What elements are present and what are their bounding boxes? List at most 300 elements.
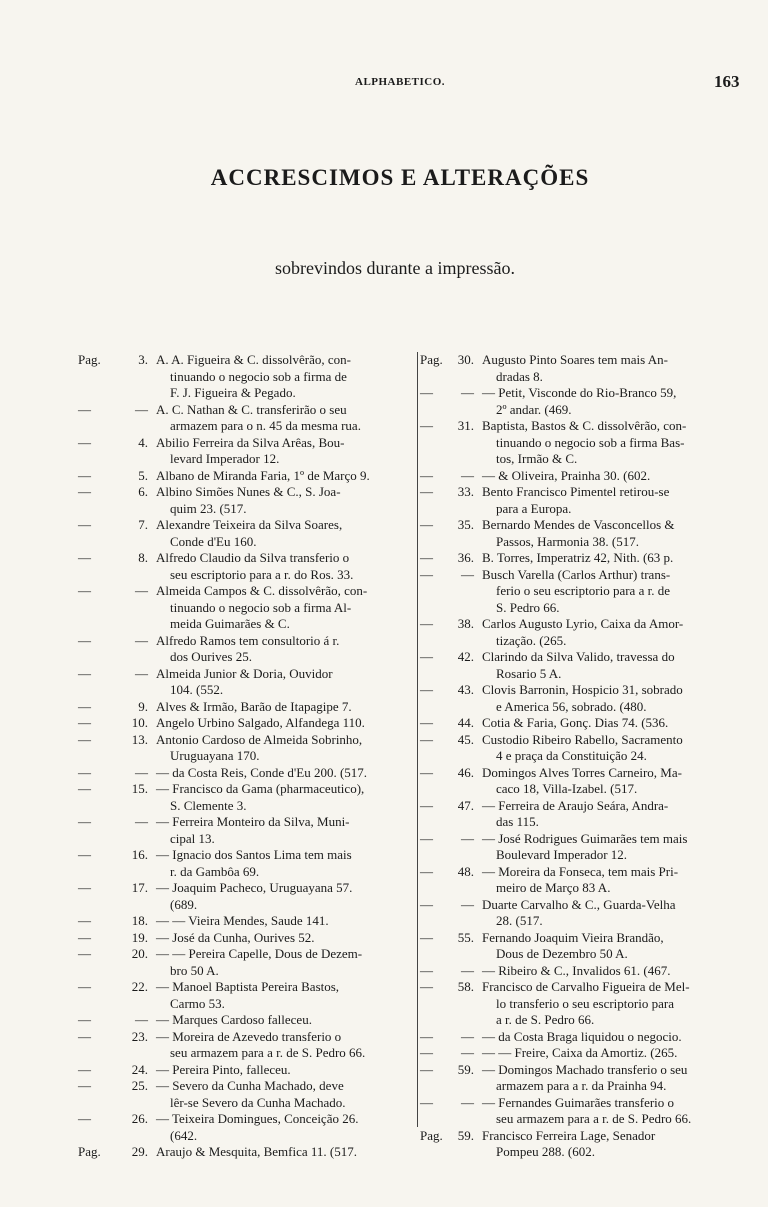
entry-line: — Marques Cardoso falleceu.	[156, 1012, 312, 1027]
entry-page-number: 43.	[457, 682, 474, 697]
entry-line: Alfredo Ramos tem consultorio á r.	[156, 632, 340, 648]
entry-text	[482, 352, 742, 385]
entry	[420, 649, 742, 682]
entry-text	[482, 1045, 742, 1062]
entry	[78, 913, 416, 930]
entry-line: Uruguayana 170.	[170, 748, 260, 763]
entry-page-label: —	[420, 566, 433, 582]
entry-line: Angelo Urbino Salgado, Alfandega 110.	[156, 715, 365, 730]
entry-page-number: 47.	[457, 797, 474, 813]
entry-line: 2º andar. (469.	[496, 401, 572, 417]
entry-page-number: 38.	[457, 616, 474, 631]
entry-text	[482, 963, 742, 980]
entry-text	[156, 435, 416, 468]
entry-page-label: —	[420, 731, 433, 747]
entry-line: Clovis Barronin, Hospicio 31, sobrado	[482, 682, 683, 697]
entry-page-label: —	[420, 797, 433, 813]
entry-page-number: 36.	[457, 550, 474, 565]
entry	[78, 847, 416, 880]
entry-page-number: 23.	[131, 1028, 148, 1044]
entry-text	[156, 946, 416, 979]
entry-text	[482, 385, 742, 418]
entry-page-label: —	[420, 616, 433, 631]
entry-line: para a Europa.	[496, 500, 572, 516]
entry-page-number: 15.	[131, 781, 148, 796]
entry-line: 28. (517.	[496, 913, 543, 928]
entry-line: dos Ourives 25.	[170, 649, 252, 664]
entry-text	[156, 814, 416, 847]
page-header	[0, 72, 768, 100]
entry-text	[156, 402, 416, 435]
entry	[78, 435, 416, 468]
entry-page-number: 20.	[131, 946, 148, 961]
entry-page-label: —	[420, 830, 433, 846]
entry-line: — & Oliveira, Prainha 30. (602.	[482, 467, 651, 483]
entry	[78, 715, 416, 732]
entry-page-label: —	[78, 665, 91, 681]
entry-page-label: —	[78, 434, 91, 450]
entry-line: (642.	[170, 1127, 198, 1143]
entry	[78, 583, 416, 633]
entry	[420, 979, 742, 1029]
entry-page-label: —	[78, 764, 91, 780]
entry-line: Almeida Campos & C. dissolvêrão, con-	[156, 583, 368, 598]
entry-page-label: Pag.	[420, 1127, 443, 1143]
entry-line: F. J. Figueira & Pegado.	[170, 385, 296, 400]
entry-page-label: —	[78, 583, 91, 598]
entry-page-label: —	[420, 517, 433, 532]
entry-line: — Severo da Cunha Machado, deve	[156, 1078, 344, 1093]
entry-page-number: —	[135, 665, 148, 681]
entry-line: Clarindo da Silva Valido, travessa do	[482, 649, 675, 664]
entry-line: Francisco de Carvalho Figueira de Mel-	[482, 979, 690, 994]
entry-line: Carlos Augusto Lyrio, Caixa da Amor-	[482, 616, 684, 631]
entry-page-number: 5.	[138, 467, 148, 483]
entry-text	[156, 732, 416, 765]
entry-line: cipal 13.	[170, 830, 215, 846]
entry-line: levard Imperador 12.	[170, 451, 280, 466]
entry-text	[482, 979, 742, 1029]
entry-line: Araujo & Mesquita, Bemfica 11. (517.	[156, 1144, 357, 1159]
entry-line: tinuando o negocio sob a firma Bas-	[496, 434, 685, 450]
entry-text	[156, 880, 416, 913]
entry-page-number: 13.	[131, 731, 148, 747]
entry-page-number: —	[135, 401, 148, 417]
entry-page-number: 18.	[131, 913, 148, 928]
entry-page-label: —	[420, 896, 433, 912]
entry-line: Conde d'Eu 160.	[170, 533, 257, 549]
entry-line: — Domingos Machado transferio o seu	[482, 1061, 688, 1077]
entry-page-label: —	[78, 731, 91, 747]
entry-page-label: —	[78, 880, 91, 895]
entry	[78, 930, 416, 947]
entry-line: Bento Francisco Pimentel retirou-se	[482, 484, 670, 499]
entry-page-number: 46.	[457, 764, 474, 780]
entry-text	[156, 1012, 416, 1029]
entry-text	[482, 550, 742, 567]
entry-page-label: Pag.	[78, 352, 101, 367]
page-number: 163	[714, 72, 740, 91]
entry-line: Albino Simões Nunes & C., S. Joa-	[156, 484, 341, 499]
entry-page-label: Pag.	[420, 352, 443, 367]
entry-page-label: —	[78, 467, 91, 483]
entry-page-number: 45.	[457, 731, 474, 747]
entry-page-label: Pag.	[78, 1144, 101, 1159]
entry-page-label: —	[78, 814, 91, 829]
entry-line: — Joaquim Pacheco, Uruguayana 57.	[156, 880, 353, 895]
entry-line: a r. de S. Pedro 66.	[496, 1012, 595, 1027]
entry-line: — Ribeiro & C., Invalidos 61. (467.	[482, 962, 671, 978]
entry-line: meida Guimarães & C.	[170, 616, 290, 631]
entry-page-number: 59.	[457, 1061, 474, 1077]
entry-page-number: 9.	[138, 698, 148, 714]
entry-page-label: —	[78, 1028, 91, 1044]
entry-line: Dous de Dezembro 50 A.	[496, 946, 628, 961]
entry	[420, 963, 742, 980]
entry-page-label: —	[78, 1061, 91, 1077]
entry	[420, 1062, 742, 1095]
entry-page-label: —	[78, 929, 91, 945]
entry-page-label: —	[78, 550, 91, 565]
entry-line: das 115.	[496, 814, 539, 829]
entry-page-label: —	[420, 385, 433, 400]
entry-text	[156, 699, 416, 716]
entry-page-number: 19.	[131, 929, 148, 945]
entry	[78, 1078, 416, 1111]
entry-page-label: —	[78, 1078, 91, 1093]
entry-line: Francisco Ferreira Lage, Senador	[482, 1127, 656, 1143]
entry-page-label: —	[420, 649, 433, 664]
entry-line: seu armazem para a r. de S. Pedro 66.	[496, 1111, 692, 1126]
entry	[420, 468, 742, 485]
entry-text	[482, 1029, 742, 1046]
entry-page-label: —	[420, 550, 433, 565]
entry-page-label: —	[420, 484, 433, 499]
entry-line: Bernardo Mendes de Vasconcellos &	[482, 517, 675, 532]
entry-page-label: —	[78, 632, 91, 648]
entry-text	[156, 352, 416, 402]
entry-text	[482, 567, 742, 617]
entry-page-number: 33.	[457, 484, 474, 499]
entry-page-number: 10.	[131, 715, 148, 730]
entry-page-label: —	[78, 781, 91, 796]
entry-line: B. Torres, Imperatriz 42, Nith. (63 p.	[482, 550, 674, 565]
entry-page-number: 30.	[457, 352, 474, 367]
entry	[420, 1045, 742, 1062]
entry-line: dradas 8.	[496, 368, 543, 384]
entry-line: Passos, Harmonia 38. (517.	[496, 533, 639, 549]
entry-line: tinuando o negocio sob a firma de	[170, 368, 347, 384]
entry-text	[156, 781, 416, 814]
entry-page-label: —	[420, 929, 433, 945]
entry-text	[156, 517, 416, 550]
entry	[78, 1029, 416, 1062]
entry-line: Alves & Irmão, Barão de Itapagipe 7.	[156, 698, 352, 714]
entry-line: meiro de Março 83 A.	[496, 880, 611, 895]
left-column	[78, 352, 416, 1159]
entry	[78, 781, 416, 814]
entry-line: — Manoel Baptista Pereira Bastos,	[156, 979, 340, 994]
entry-line: 104. (552.	[170, 682, 224, 697]
entry	[78, 946, 416, 979]
entry	[420, 517, 742, 550]
entry-text	[482, 732, 742, 765]
entry-text	[482, 765, 742, 798]
entry	[420, 616, 742, 649]
entry-page-label: —	[78, 1111, 91, 1126]
entry-line: armazem para o n. 45 da mesma rua.	[170, 418, 361, 433]
entry-page-number: —	[135, 583, 148, 598]
entry-page-number: 42.	[457, 649, 474, 664]
entry	[420, 567, 742, 617]
entry-line: Antonio Cardoso de Almeida Sobrinho,	[156, 731, 363, 747]
entry	[78, 517, 416, 550]
entry-line: seu armazem para a r. de S. Pedro 66.	[170, 1045, 366, 1060]
entry-line: — — Pereira Capelle, Dous de Dezem-	[156, 946, 363, 961]
entry-page-label: —	[78, 401, 91, 417]
entry	[78, 880, 416, 913]
entry	[78, 484, 416, 517]
entry-page-number: —	[135, 632, 148, 648]
entry-page-number: —	[461, 1028, 474, 1044]
entry-page-number: —	[135, 764, 148, 780]
entry-page-number: 26.	[131, 1111, 148, 1126]
entry	[420, 682, 742, 715]
entry-page-number: —	[461, 385, 474, 400]
entry-line: Cotia & Faria, Gonç. Dias 74. (536.	[482, 715, 669, 730]
entry-line: Alexandre Teixeira da Silva Soares,	[156, 517, 343, 532]
entry-page-label: —	[78, 979, 91, 994]
section-subtitle: sobrevindos durante a impressão.	[275, 258, 515, 278]
entry-page-number: 4.	[138, 434, 148, 450]
entry-page-number: 44.	[457, 715, 474, 730]
entry-line: — Pereira Pinto, falleceu.	[156, 1061, 291, 1077]
entry-text	[156, 1078, 416, 1111]
entry-text	[156, 1029, 416, 1062]
entry-page-number: 22.	[131, 979, 148, 994]
entry-text	[156, 583, 416, 633]
entry	[78, 666, 416, 699]
entry-page-label: —	[420, 979, 433, 994]
entry-text	[482, 897, 742, 930]
entry-page-label: —	[78, 698, 91, 714]
entry-line: seu escriptorio para a r. do Ros. 33.	[170, 566, 354, 582]
entry-page-label: —	[420, 682, 433, 697]
entry-page-number: —	[461, 467, 474, 483]
entry	[420, 352, 742, 385]
entry-line: — José da Cunha, Ourives 52.	[156, 929, 315, 945]
entry-page-number: 3.	[138, 352, 148, 367]
entry-text	[482, 1128, 742, 1161]
entry-line: Rosario 5 A.	[496, 665, 562, 681]
entry-text	[156, 484, 416, 517]
entry-line: Boulevard Imperador 12.	[496, 847, 628, 862]
entry-line: — Ferreira de Araujo Seára, Andra-	[482, 797, 669, 813]
entry	[420, 385, 742, 418]
entry-page-label: —	[420, 764, 433, 780]
entry	[78, 979, 416, 1012]
entry-line: — da Costa Reis, Conde d'Eu 200. (517.	[156, 764, 368, 780]
entry-line: lo transferio o seu escriptorio para	[496, 995, 674, 1011]
entry-page-number: —	[461, 566, 474, 582]
entry-text	[156, 930, 416, 947]
entry-line: S. Clemente 3.	[170, 797, 247, 813]
entry-line: Domingos Alves Torres Carneiro, Ma-	[482, 764, 682, 780]
entry	[78, 468, 416, 485]
entry-line: Almeida Junior & Doria, Ouvidor	[156, 665, 333, 681]
entry-line: Albano de Miranda Faria, 1º de Março 9.	[156, 467, 370, 483]
entry	[420, 798, 742, 831]
entry	[78, 1012, 416, 1029]
entry-text	[156, 765, 416, 782]
entry-line: Abilio Ferreira da Silva Arêas, Bou-	[156, 434, 345, 450]
entry-line: Carmo 53.	[170, 995, 225, 1011]
entry-page-label: —	[420, 1045, 433, 1060]
entry	[420, 732, 742, 765]
entry-text	[156, 1144, 416, 1161]
entry	[420, 831, 742, 864]
entry-line: — Ignacio dos Santos Lima tem mais	[156, 847, 352, 862]
entry	[78, 633, 416, 666]
entry-line: — Ferreira Monteiro da Silva, Muni-	[156, 814, 350, 829]
entry-text	[482, 831, 742, 864]
entry-page-number: 17.	[131, 880, 148, 895]
entry-page-number: 35.	[457, 517, 474, 532]
entry-page-number: 29.	[131, 1144, 148, 1159]
entry-line: — Moreira de Azevedo transferio o	[156, 1028, 342, 1044]
entry-page-number: —	[135, 814, 148, 829]
entry-page-label: —	[78, 913, 91, 928]
section-title: ACCRESCIMOS E ALTERAÇÕES	[210, 165, 590, 190]
entry-line: — Petit, Visconde do Rio-Branco 59,	[482, 385, 677, 400]
running-title: ALPHABETICO.	[355, 76, 446, 88]
entry-page-label: —	[420, 1061, 433, 1077]
right-column	[420, 352, 742, 1159]
entry-line: lêr-se Severo da Cunha Machado.	[170, 1094, 346, 1110]
entry-line: — Francisco da Gama (pharmaceutico),	[156, 781, 365, 796]
entry-line: Busch Varella (Carlos Arthur) trans-	[482, 566, 671, 582]
entry-line: tinuando o negocio sob a firma Al-	[170, 599, 352, 615]
entry-text	[156, 1111, 416, 1144]
entry-text	[156, 715, 416, 732]
entry-text	[156, 913, 416, 930]
entry-page-number: —	[461, 962, 474, 978]
entry-line: Augusto Pinto Soares tem mais An-	[482, 352, 668, 367]
entry	[78, 550, 416, 583]
entry-page-number: —	[461, 1094, 474, 1110]
entry	[420, 715, 742, 732]
entry	[420, 1095, 742, 1128]
entry-line: — Fernandes Guimarães transferio o	[482, 1094, 675, 1110]
entry-line: armazem para a r. da Prainha 94.	[496, 1078, 667, 1093]
entry-line: (689.	[170, 896, 198, 912]
entry-page-label: —	[78, 946, 91, 961]
entry-text	[156, 847, 416, 880]
entry-line: A. C. Nathan & C. transferirão o seu	[156, 401, 347, 417]
entry-text	[156, 1062, 416, 1079]
entry-line: caco 18, Villa-Izabel. (517.	[496, 781, 638, 796]
entry-page-label: —	[78, 847, 91, 862]
entry	[78, 732, 416, 765]
entry	[78, 699, 416, 716]
entry-text	[482, 864, 742, 897]
entry-line: r. da Gambôa 69.	[170, 863, 260, 879]
entry-line: — — Freire, Caixa da Amortiz. (265.	[482, 1045, 678, 1060]
entry-line: e America 56, sobrado. (480.	[496, 698, 647, 714]
entry-text	[482, 484, 742, 517]
entry	[78, 1062, 416, 1079]
entry-text	[482, 616, 742, 649]
entry-line: Pompeu 288. (602.	[496, 1144, 595, 1159]
entry-page-number: 8.	[138, 550, 148, 565]
entry-line: 4 e praça da Constituição 24.	[496, 748, 647, 763]
entry	[420, 864, 742, 897]
entry-page-number: 48.	[457, 863, 474, 879]
entry-line: — da Costa Braga liquidou o negocio.	[482, 1028, 682, 1044]
entry-page-number: 55.	[457, 929, 474, 945]
entry-page-label: —	[78, 1012, 91, 1027]
entry	[420, 897, 742, 930]
entry	[420, 765, 742, 798]
column-divider	[417, 352, 418, 1127]
entry-line: Custodio Ribeiro Rabello, Sacramento	[482, 731, 683, 747]
entry-page-number: 59.	[457, 1127, 474, 1143]
entry-page-number: 58.	[457, 979, 474, 994]
entry-text	[482, 682, 742, 715]
entry-line: S. Pedro 66.	[496, 599, 560, 615]
entry	[78, 1111, 416, 1144]
entry-page-label: —	[420, 1094, 433, 1110]
entry-text	[482, 1095, 742, 1128]
entry-text	[482, 418, 742, 468]
entry-text	[156, 550, 416, 583]
entry-page-label: —	[420, 418, 433, 433]
entry-page-label: —	[420, 467, 433, 483]
entry-line: ferio o seu escriptorio para a r. de	[496, 583, 670, 598]
entry-line: tos, Irmão & C.	[496, 451, 578, 466]
entry-page-number: 25.	[131, 1078, 148, 1093]
entry-page-label: —	[78, 715, 91, 730]
entry-line: — Moreira da Fonseca, tem mais Pri-	[482, 863, 679, 879]
entry-text	[482, 649, 742, 682]
entry	[420, 484, 742, 517]
entry-text	[156, 633, 416, 666]
entry-text	[482, 1062, 742, 1095]
entry-line: bro 50 A.	[170, 962, 219, 978]
entry-line: Baptista, Bastos & C. dissolvêrão, con-	[482, 418, 687, 433]
entry-page-number: 6.	[138, 484, 148, 499]
entry-page-label: —	[420, 715, 433, 730]
entry-text	[482, 468, 742, 485]
entry-page-label: —	[420, 962, 433, 978]
entry-page-number: 31.	[457, 418, 474, 433]
entry-line: A. A. Figueira & C. dissolvêrão, con-	[156, 352, 351, 367]
entry-page-label: —	[420, 1028, 433, 1044]
entry	[78, 765, 416, 782]
entry-line: quim 23. (517.	[170, 500, 247, 516]
entry-line: — José Rodrigues Guimarães tem mais	[482, 830, 688, 846]
entry	[420, 1029, 742, 1046]
entry-line: Duarte Carvalho & C., Guarda-Velha	[482, 896, 676, 912]
entry-text	[482, 715, 742, 732]
entry-page-number: —	[461, 1045, 474, 1060]
entry-page-label: —	[420, 863, 433, 879]
entry-page-number: 7.	[138, 517, 148, 532]
entry	[78, 402, 416, 435]
entry-page-number: 24.	[131, 1061, 148, 1077]
entry-line: Alfredo Claudio da Silva transferio o	[156, 550, 350, 565]
entry-text	[482, 517, 742, 550]
